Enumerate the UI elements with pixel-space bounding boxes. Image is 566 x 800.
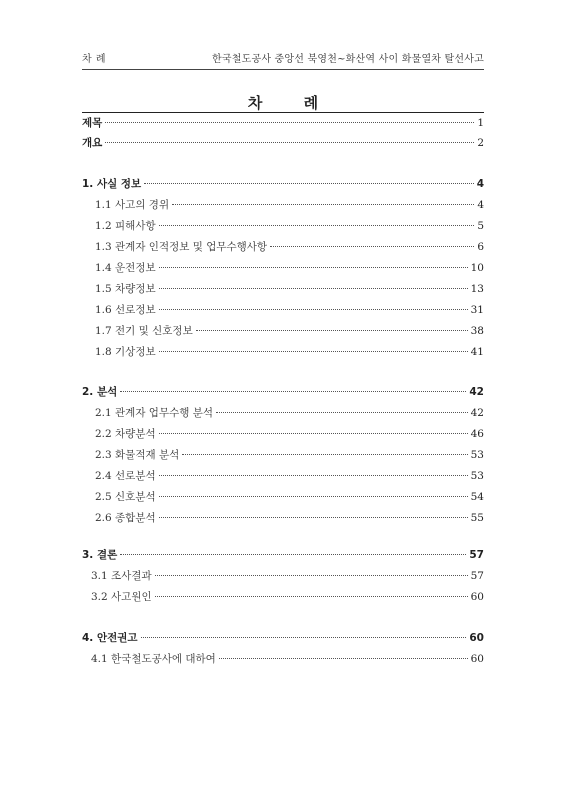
toc-entry-page: 2 [477, 137, 484, 149]
leader-dots [270, 246, 474, 247]
toc-section-page: 42 [469, 386, 484, 398]
toc-entry[interactable] [91, 568, 484, 584]
toc-entry-label: 1.7 전기 및 신호정보 [95, 325, 193, 337]
toc-entry-page: 13 [470, 283, 484, 295]
page-title: 차 례 [247, 94, 337, 112]
leader-dots [159, 517, 468, 518]
toc-section-page: 60 [469, 632, 484, 644]
toc-entry-label: 1.8 기상정보 [95, 346, 156, 358]
toc-entry[interactable] [95, 218, 484, 234]
leader-dots [159, 496, 468, 497]
leader-dots [219, 658, 468, 659]
leader-dots [141, 637, 467, 638]
header-report-title: 한국철도공사 중앙선 북영천~화산역 사이 화물열차 탈선사고 [212, 54, 484, 65]
toc-entry-page: 53 [470, 470, 484, 482]
toc-entry-title[interactable] [82, 115, 484, 131]
toc-entry-label: 2.6 종합분석 [95, 512, 156, 524]
toc-section-2[interactable] [82, 384, 484, 400]
toc-entry-page: 53 [470, 449, 484, 461]
toc-entry-label: 1.4 운전정보 [95, 262, 156, 274]
header-section-label: 차 례 [82, 54, 106, 65]
leader-dots [159, 267, 468, 268]
toc-entry[interactable] [95, 302, 484, 318]
toc-entry-label: 1.6 선로정보 [95, 304, 156, 316]
leader-dots [159, 288, 468, 289]
leader-dots [182, 454, 467, 455]
toc-entry-page: 6 [477, 241, 484, 253]
toc-entry-page: 38 [470, 325, 484, 337]
toc-entry-label: 2.1 관계자 업무수행 분석 [95, 407, 213, 419]
toc-entry-label: 1.2 피해사항 [95, 220, 156, 232]
toc-entry[interactable] [95, 281, 484, 297]
toc-section-label: 2. 분석 [82, 386, 118, 398]
toc-entry-page: 4 [477, 199, 484, 211]
toc-entry-page: 42 [470, 407, 484, 419]
toc-entry[interactable] [91, 651, 484, 667]
toc-entry-page: 55 [470, 512, 484, 524]
toc-section-4[interactable] [82, 630, 484, 646]
leader-dots [105, 142, 474, 143]
toc-entry-label: 3.1 조사결과 [91, 570, 152, 582]
toc-entry-page: 60 [470, 653, 484, 665]
toc-entry[interactable] [95, 260, 484, 276]
leader-dots [120, 391, 466, 392]
leader-dots [120, 554, 466, 555]
toc-section-1[interactable] [82, 176, 484, 192]
toc-section-3[interactable] [82, 547, 484, 563]
leader-dots [155, 596, 468, 597]
toc-entry-page: 41 [470, 346, 484, 358]
toc-entry[interactable] [95, 344, 484, 360]
toc-entry[interactable] [95, 323, 484, 339]
leader-dots [144, 183, 474, 184]
toc-entry-page: 31 [470, 304, 484, 316]
toc-entry[interactable] [95, 426, 484, 442]
toc-section-label: 3. 결론 [82, 549, 118, 561]
toc-entry[interactable] [91, 589, 484, 605]
leader-dots [172, 204, 474, 205]
toc-entry-page: 57 [470, 570, 484, 582]
toc-section-page: 57 [469, 549, 484, 561]
toc-entry-page: 54 [470, 491, 484, 503]
toc-entry-label: 1.3 관계자 인적정보 및 업무수행사항 [95, 241, 268, 253]
toc-entry[interactable] [95, 447, 484, 463]
leader-dots [196, 330, 468, 331]
toc-entry-label: 2.4 선로분석 [95, 470, 156, 482]
toc-entry[interactable] [95, 510, 484, 526]
leader-dots [159, 433, 468, 434]
toc-entry-page: 10 [470, 262, 484, 274]
leader-dots [159, 309, 468, 310]
toc-entry-label: 제목 [82, 117, 103, 129]
toc-entry-label: 1.1 사고의 경위 [95, 199, 170, 211]
toc-entry[interactable] [95, 468, 484, 484]
toc-entry-page: 5 [477, 220, 484, 232]
leader-dots [155, 575, 468, 576]
leader-dots [159, 351, 468, 352]
toc-entry-label: 개요 [82, 137, 103, 149]
toc-entry-page: 1 [477, 117, 484, 129]
toc-entry-label: 4.1 한국철도공사에 대하여 [91, 653, 216, 665]
leader-dots [159, 225, 475, 226]
toc-entry-page: 46 [470, 428, 484, 440]
toc-entry[interactable] [95, 239, 484, 255]
toc-section-page: 4 [476, 178, 484, 190]
toc-entry-label: 1.5 차량정보 [95, 283, 156, 295]
toc-entry[interactable] [95, 405, 484, 421]
toc-entry-page: 60 [470, 591, 484, 603]
toc-section-label: 1. 사실 정보 [82, 178, 142, 190]
toc-entry[interactable] [95, 489, 484, 505]
toc-entry-label: 3.2 사고원인 [91, 591, 152, 603]
toc-entry[interactable] [95, 197, 484, 213]
toc-entry-label: 2.5 신호분석 [95, 491, 156, 503]
leader-dots [216, 412, 468, 413]
toc-section-label: 4. 안전권고 [82, 632, 138, 644]
toc-entry-overview[interactable] [82, 135, 484, 151]
leader-dots [159, 475, 468, 476]
toc-entry-label: 2.2 차량분석 [95, 428, 156, 440]
toc-entry-label: 2.3 화물적재 분석 [95, 449, 180, 461]
leader-dots [105, 122, 474, 123]
